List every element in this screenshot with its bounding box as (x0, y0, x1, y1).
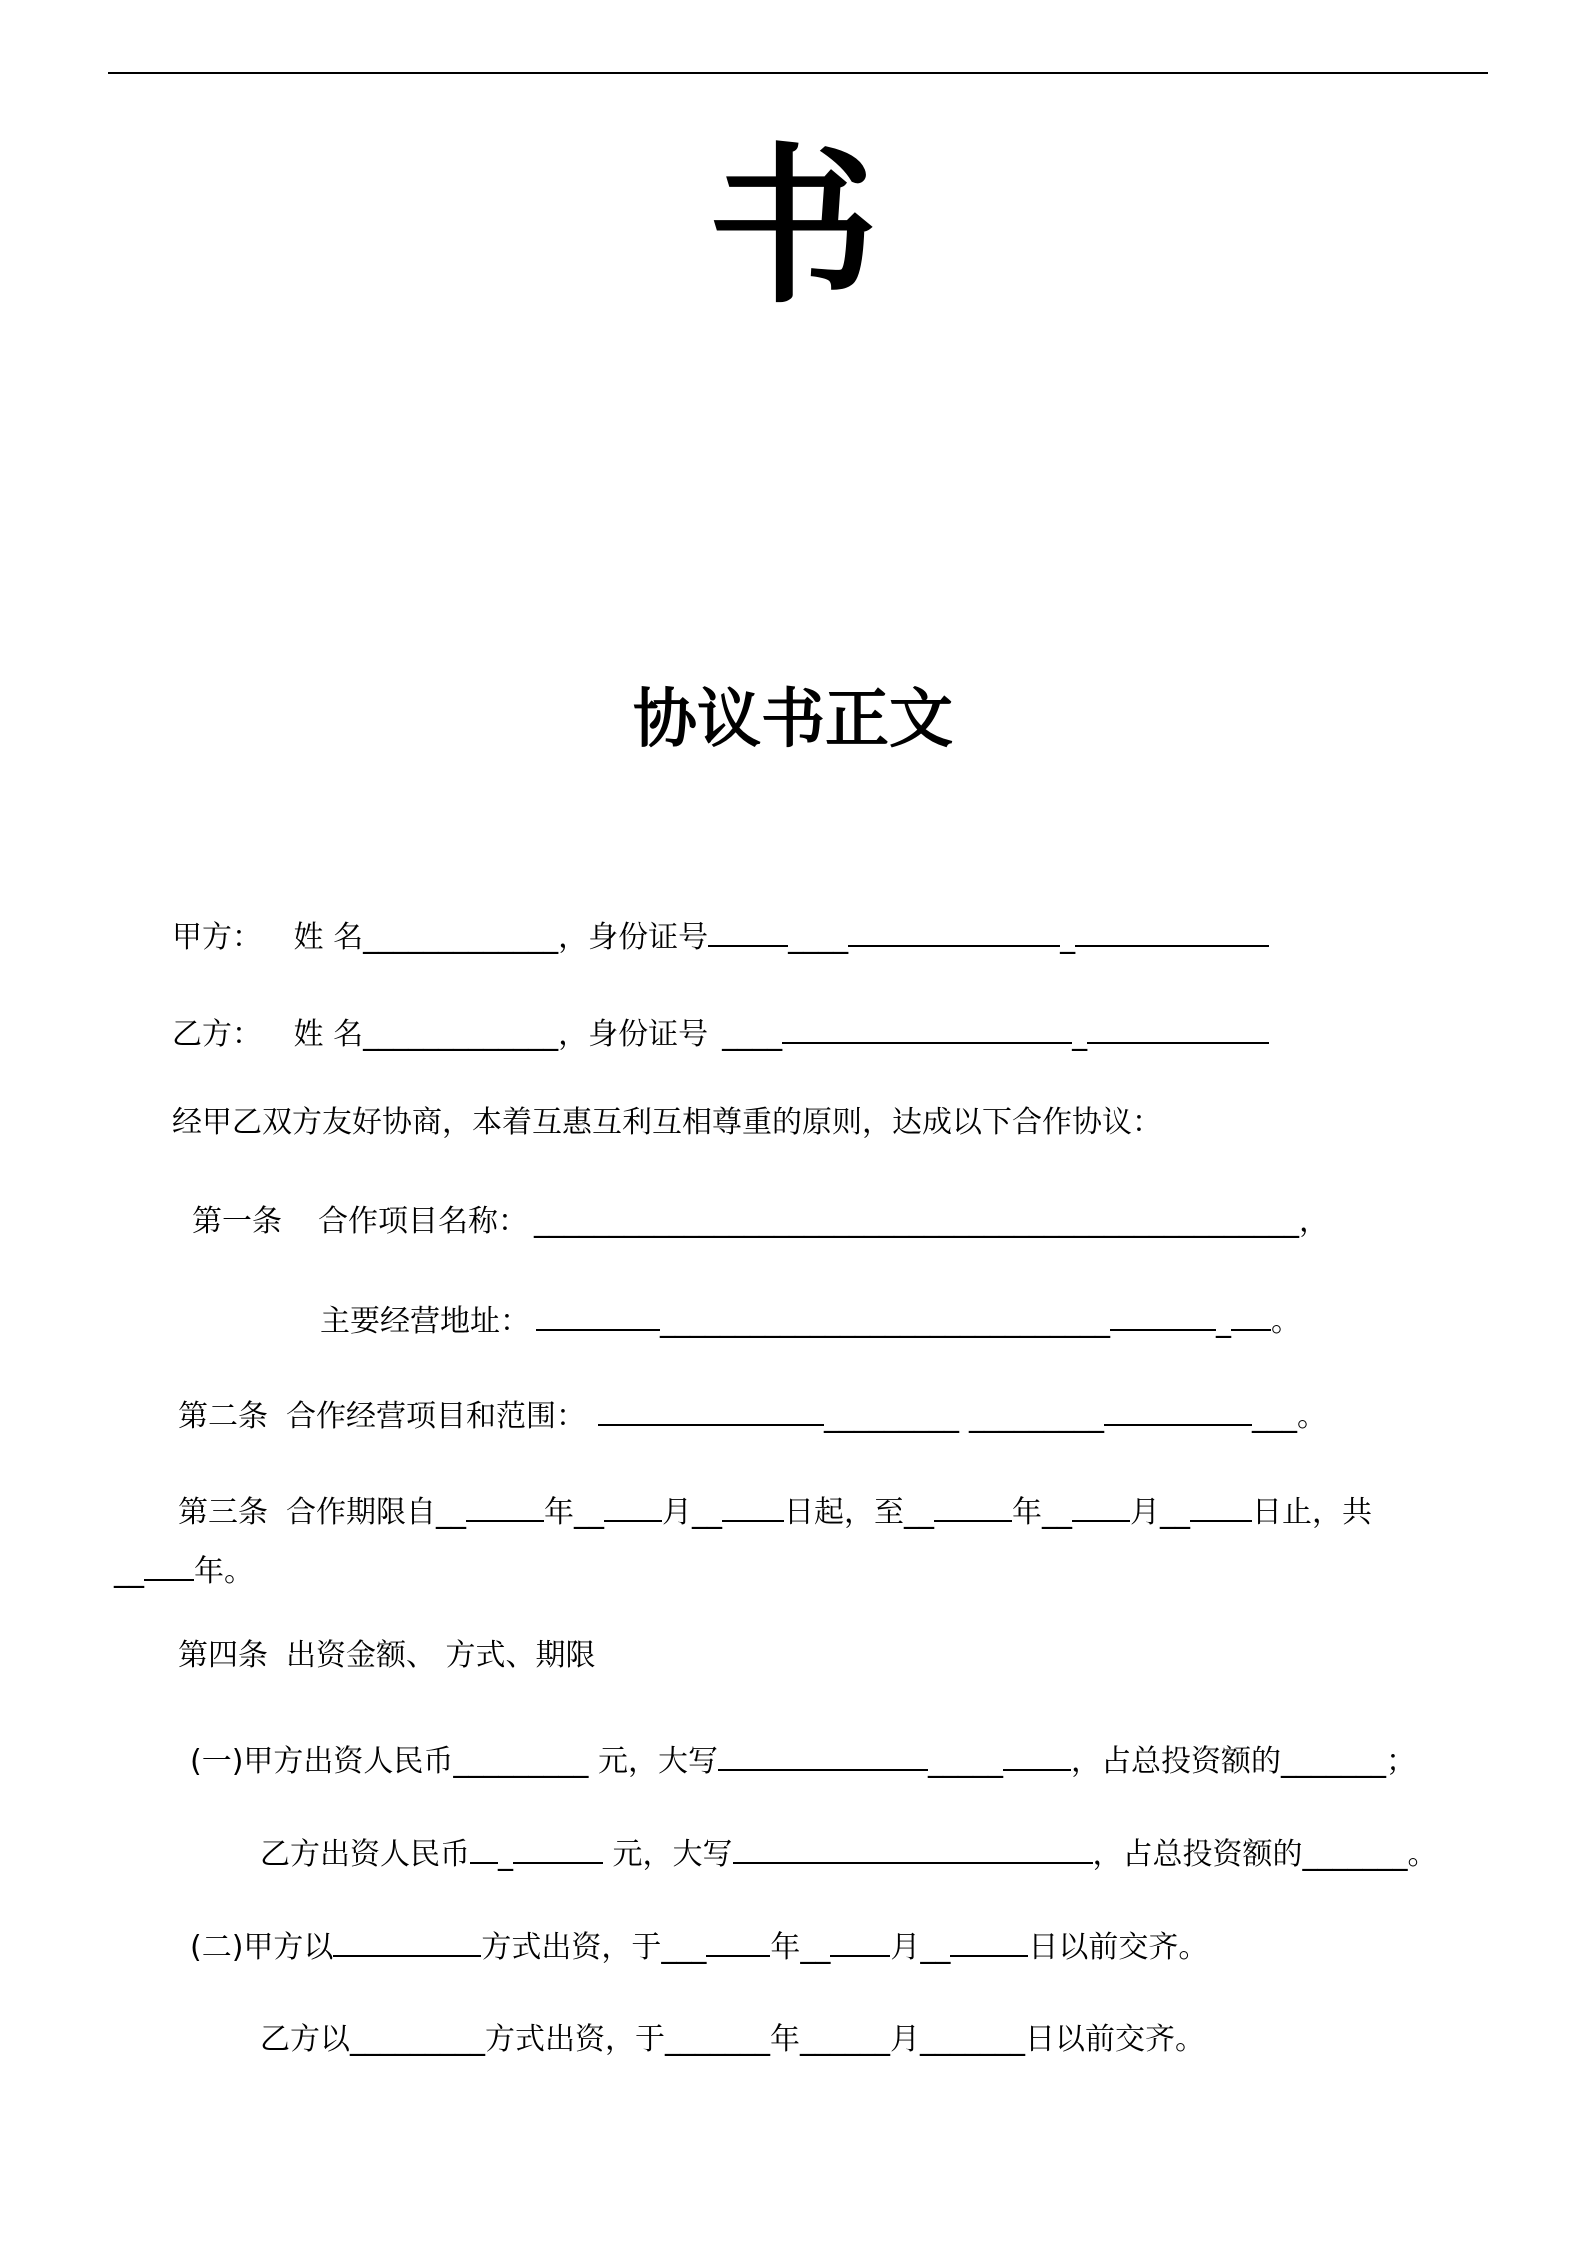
party-b-amount-underline-1 (470, 1830, 498, 1864)
start-month-underline (604, 1488, 662, 1522)
party-b-daxie-underline (733, 1830, 1093, 1864)
party-a-id-blank-1[interactable]: ____ (788, 920, 849, 955)
article-2-blank-2[interactable]: _________ (969, 1399, 1104, 1434)
party-a-year-underline (706, 1923, 770, 1957)
start-year-label: 年 (544, 1495, 574, 1530)
start-month-blank[interactable]: __ (574, 1495, 604, 1530)
party-b-method-blank[interactable]: _________ (350, 2022, 485, 2057)
party-a-year-blank[interactable]: ___ (661, 1930, 707, 1965)
article-1-project-blank[interactable]: ___________________________________________________ (534, 1204, 1299, 1239)
article-4-label: 第四条 (178, 1638, 268, 1673)
party-b-amount-underline-2 (513, 1830, 603, 1864)
party-a-deadline: 日以前交齐。 (1028, 1930, 1209, 1965)
item-1-party-b-prefix: 乙方出资人民币 (260, 1837, 470, 1872)
article-2-blank-3[interactable]: ___ (1252, 1399, 1297, 1434)
article-4-line (178, 1636, 596, 1676)
party-b-name-blank[interactable]: _____________ (363, 1017, 559, 1052)
end-day-underline (1190, 1488, 1252, 1522)
end-year-blank[interactable]: __ (904, 1495, 934, 1530)
party-a-name-label: 姓 名 (293, 920, 364, 955)
party-b-month-blank[interactable]: ______ (800, 2022, 890, 2057)
item-1-party-a-prefix: (一)甲方出资人民币 (190, 1744, 454, 1779)
party-a-yuan-daxie: 元，大写 (588, 1744, 718, 1779)
header-rule (108, 72, 1488, 74)
party-b-id-label: ，身份证号 (558, 1017, 709, 1052)
start-month-label: 月 (662, 1495, 692, 1530)
party-b-id-underline-2 (1087, 1010, 1269, 1044)
address-underline-2 (1110, 1297, 1216, 1331)
party-b-yuan-daxie: 元，大写 (603, 1837, 733, 1872)
total-years-label: 年。 (194, 1554, 254, 1589)
article-1-text: 合作项目名称： (318, 1204, 528, 1239)
article-3-label: 第三条 (178, 1495, 268, 1530)
scope-underline-2 (1104, 1392, 1252, 1426)
party-a-method-underline (333, 1923, 481, 1957)
total-years-underline (144, 1547, 194, 1581)
party-b-line (172, 1010, 1269, 1055)
article-1-address-line (320, 1297, 1301, 1342)
party-a-daxie-blank[interactable]: _____ (927, 1744, 1003, 1779)
party-a-day-blank[interactable]: __ (920, 1930, 951, 1965)
article-3-line (178, 1488, 1372, 1533)
party-a-amount-blank[interactable]: _________ (453, 1744, 589, 1779)
party-a-id-blank-2[interactable]: _ (1060, 920, 1076, 955)
party-b-ratio-label: ，占总投资额的 (1092, 1837, 1303, 1872)
article-2-blank-1[interactable]: _________ (824, 1399, 959, 1434)
party-a-id-underline-3 (1075, 913, 1269, 947)
start-day-blank[interactable]: __ (692, 1495, 722, 1530)
end-month-underline (1072, 1488, 1130, 1522)
party-b-month-label: 月 (890, 2022, 920, 2057)
article-4-text: 出资金额、 方式、期限 (286, 1638, 596, 1673)
article-2-text: 合作经营项目和范围： (286, 1399, 586, 1434)
party-a-ratio-blank[interactable]: _______ (1280, 1744, 1386, 1779)
party-a-ratio-label: ，占总投资额的 (1070, 1744, 1281, 1779)
party-b-year-blank[interactable]: _______ (665, 2022, 770, 2057)
party-a-method-label: 方式出资，于 (481, 1930, 662, 1965)
total-years-blank[interactable]: __ (114, 1554, 144, 1589)
item-1-semicolon: ； (1385, 1744, 1416, 1779)
party-a-month-blank[interactable]: __ (800, 1930, 831, 1965)
end-day-blank[interactable]: __ (1160, 1495, 1190, 1530)
party-a-month-label: 月 (890, 1930, 921, 1965)
article-2-line (178, 1392, 1327, 1437)
article-1-address-blank-1[interactable]: ______________________________ (660, 1304, 1110, 1339)
party-a-month-underline (830, 1923, 890, 1957)
item-1-party-a-line (190, 1737, 1416, 1782)
party-a-name-blank[interactable]: _____________ (363, 920, 559, 955)
party-b-day-blank[interactable]: _______ (920, 2022, 1025, 2057)
party-a-daxie-underline-1 (718, 1737, 928, 1771)
party-a-id-label: ，身份证号 (558, 920, 709, 955)
party-b-id-blank-1[interactable]: ____ (722, 1017, 783, 1052)
party-b-deadline: 日以前交齐。 (1025, 2022, 1205, 2057)
article-2-label: 第二条 (178, 1399, 268, 1434)
party-a-line (172, 913, 1269, 958)
party-a-year-label: 年 (770, 1930, 801, 1965)
party-b-id-underline-1 (782, 1010, 1072, 1044)
address-underline-3 (1231, 1297, 1271, 1331)
start-day-label: 日起，至 (784, 1495, 904, 1530)
party-a-day-underline (950, 1923, 1028, 1957)
party-b-method-label: 方式出资，于 (485, 2022, 665, 2057)
article-1-line (192, 1202, 1329, 1242)
party-a-id-underline-1 (708, 913, 788, 947)
end-month-blank[interactable]: __ (1042, 1495, 1072, 1530)
item-2-party-b-prefix: 乙方以 (260, 2022, 350, 2057)
party-a-label: 甲方： (172, 920, 262, 955)
party-b-name-label: 姓 名 (293, 1017, 364, 1052)
article-3-text: 合作期限自 (286, 1495, 436, 1530)
item-2-party-a-prefix: (二)甲方以 (190, 1930, 334, 1965)
party-b-amount-blank[interactable]: _ (498, 1837, 513, 1872)
article-2-end: 。 (1297, 1399, 1327, 1434)
item-2-party-a-line (190, 1923, 1208, 1968)
party-b-year-label: 年 (770, 2022, 800, 2057)
scope-underline-1 (598, 1392, 824, 1426)
end-year-underline (934, 1488, 1012, 1522)
document-title: 协议书正文 (633, 683, 953, 757)
item-2-party-b-line (260, 2020, 1205, 2060)
item-1-party-b-line (260, 1830, 1438, 1875)
end-year-label: 年 (1012, 1495, 1042, 1530)
article-1-label: 第一条 (192, 1204, 282, 1239)
item-1-period: 。 (1407, 1837, 1438, 1872)
start-day-underline (722, 1488, 784, 1522)
party-b-label: 乙方： (172, 1017, 262, 1052)
party-a-daxie-underline-2 (1003, 1737, 1071, 1771)
end-month-label: 月 (1130, 1495, 1160, 1530)
party-a-id-underline-2 (848, 913, 1060, 947)
address-underline-1 (536, 1297, 660, 1331)
party-b-id-blank-2[interactable]: _ (1072, 1017, 1088, 1052)
article-3-continuation (114, 1547, 254, 1592)
article-1-address-end: 。 (1271, 1304, 1301, 1339)
article-1-address-blank-2[interactable]: _ (1216, 1304, 1231, 1339)
start-year-underline (466, 1488, 544, 1522)
end-day-label: 日止，共 (1252, 1495, 1372, 1530)
party-b-ratio-blank[interactable]: _______ (1302, 1837, 1408, 1872)
article-1-comma: ， (1299, 1204, 1329, 1239)
article-1-address-label: 主要经营地址： (320, 1304, 530, 1339)
preamble: 经甲乙双方友好协商，本着互惠互利互相尊重的原则，达成以下合作协议： (172, 1105, 1162, 1140)
cover-character: 书 (707, 129, 878, 327)
start-year-blank[interactable]: __ (436, 1495, 466, 1530)
